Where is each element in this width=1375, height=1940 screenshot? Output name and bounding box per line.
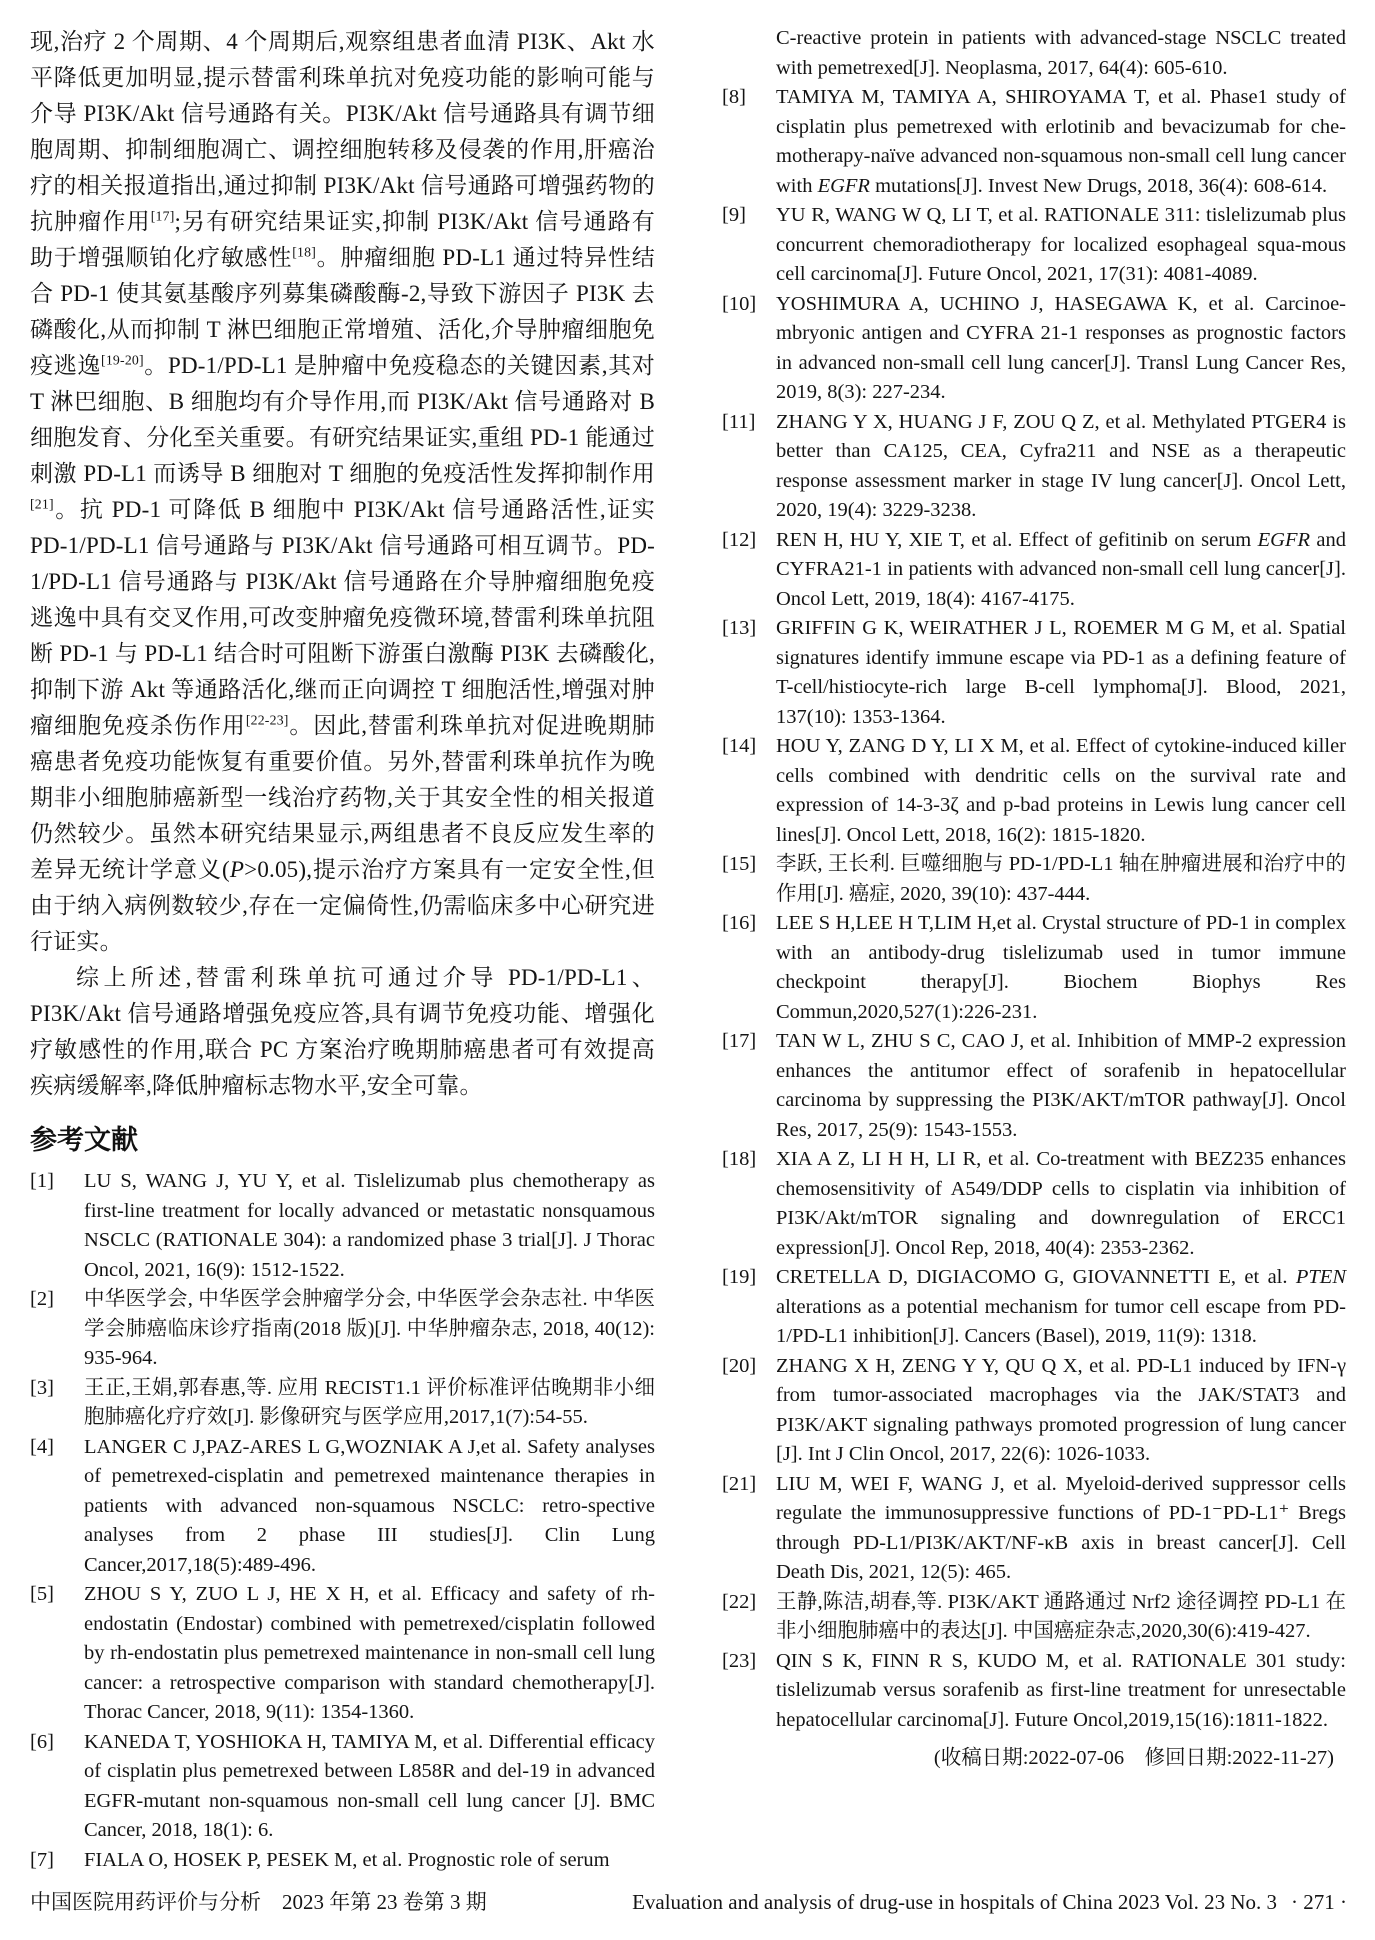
reference-item [30,1374,655,1433]
journal-title-english: Evaluation and analysis of drug-use in hospitals of China 2023 Vol. 23 No. 3 [632,1890,1277,1914]
reference-item [30,1167,655,1285]
reference-number [722,24,776,83]
reference-number: [17] [722,1030,757,1052]
reference-text: TAN W L, ZHU S C, CAO J, et al. Inhibition of MMP-2 expression enhances the antitumor effect of sorafenib in hepatocellular carcinoma by suppressing the PI3K/AKT/mTOR pathway[J]. Oncol Res, 2017, 25(9): 1543-1553. [776,1030,1346,1141]
reference-text: CRETELLA D, DIGIACOMO G, GIOVANNETTI E, et al. PTEN alterations as a potential mechanism for tumor cell escape from PD-1/PD-L1 inhibition[J]. Cancers (Basel), 2019, 11(9): 1318. [776,1266,1346,1347]
reference-item [722,1145,1346,1263]
reference-number: [6] [30,1730,54,1753]
reference-item [722,850,1346,909]
references-list-right [722,24,1346,1735]
reference-number: [18] [722,1148,757,1170]
reference-number: [5] [30,1583,54,1605]
reference-number: [20] [722,1354,757,1377]
reference-text: LANGER C J,PAZ-ARES L G,WOZNIAK A J,et al. Safety analyses of pemetrexed-cisplatin and pemetrexed maintenance therapies in patients with advanced non-squamous NSCLC: retro-spective analyses from 2 phase III studies[J]. Clin Lung Cancer,2017,18(5):489-496. [84,1435,655,1576]
reference-item [30,1846,655,1876]
reference-item [722,614,1346,732]
reference-text: ZHOU S Y, ZUO L J, HE X H, et al. Efficacy and safety of rh-endostatin (Endostar) combined with pemetrexed/cisplatin followed by rh-endostatin plus pemetrexed maintenance in non-small cell lung cancer: a retrospective comparison with standard chemotherapy[J]. Thorac Cancer, 2018, 9(11): 1354-1360. [84,1583,655,1723]
reference-number: [3] [30,1376,54,1399]
reference-number: [11] [722,410,756,433]
reference-number: [10] [722,292,757,315]
reference-item [722,1027,1346,1145]
citation-marker: [21] [30,496,54,512]
reference-number: [14] [722,735,757,757]
italic-text: EGFR [1257,528,1310,551]
reference-item [722,24,1346,83]
reference-item [722,201,1346,290]
reference-number: [19] [722,1266,757,1288]
right-column [722,24,1346,1773]
reference-item [722,290,1346,408]
reference-number: [13] [722,617,757,639]
reference-number: [1] [30,1170,54,1192]
reference-text: QIN S K, FINN R S, KUDO M, et al. RATIONALE 301 study: tislelizumab versus sorafenib as first-line treatment for unresectable hepatocellular carcinoma[J]. Future Oncol,2019,15(16):1811-1822. [776,1649,1346,1731]
citation-marker: [19-20] [101,352,144,368]
reference-text: LU S, WANG J, YU Y, et al. Tislelizumab plus chemotherapy as first-line treatment for locally advanced or metastatic nonsquamous NSCLC (RATIONALE 304): a randomized phase 3 trial[J]. J Thorac Oncol, 2021, 16(9): 1512-1522. [84,1170,655,1281]
reference-item [722,408,1346,526]
reference-number: [22] [722,1590,757,1613]
reference-text: YOSHIMURA A, UCHINO J, HASEGAWA K, et al. Carcinoe-mbryonic antigen and CYFRA 21-1 responses as prognostic factors in advanced non-small cell lung cancer[J]. Transl Lung Cancer Res, 2019, 8(3): 227-234. [776,292,1346,403]
references-heading: 参考文献 [30,1125,138,1155]
discussion-text [30,24,655,1104]
reference-text: 王正,王娟,郭春惠,等. 应用 RECIST1.1 评价标准评估晚期非小细胞肺癌化疗疗效[J]. 影像研究与医学应用,2017,1(7):54-55. [84,1376,655,1428]
reference-item [30,1433,655,1581]
citation-marker: [17] [150,208,175,224]
reference-text: LIU M, WEI F, WANG J, et al. Myeloid-derived suppressor cells regulate the immunosuppressive functions of PD-1⁻PD-L1⁺ Bregs through PD-L1/PI3K/AKT/NF-κB axis in breast cancer[J]. Cell Death Dis, 2021, 12(5): 465. [776,1472,1346,1583]
reference-number: [4] [30,1435,54,1458]
reference-item [722,83,1346,201]
reference-text: FIALA O, HOSEK P, PESEK M, et al. Prognostic role of serum [84,1848,610,1871]
reference-text: KANEDA T, YOSHIOKA H, TAMIYA M, et al. Differential efficacy of cisplatin plus pemetrexed between L858R and del-19 in advanced EGFR-mutant non-squamous non-small cell lung cancer [J]. BMC Cancer, 2018, 18(1): 6. [84,1730,655,1841]
left-column [30,24,655,1875]
reference-text: LEE S H,LEE H T,LIM H,et al. Crystal structure of PD-1 in complex with an antibody-drug tislelizumab used in tumor immune checkpoint therapy[J]. Biochem Biophys Res Commun,2020,527(1):226-231. [776,912,1346,1023]
reference-item [30,1285,655,1374]
italic-text: EGFR [817,174,870,197]
reference-number: [8] [722,86,746,108]
reference-text: HOU Y, ZANG D Y, LI X M, et al. Effect of cytokine-induced killer cells combined with dendritic cells on the survival rate and expression of 14-3-3ζ and p-bad proteins in Lewis lung cancer cell lines[J]. Oncol Lett, 2018, 16(2): 1815-1820. [776,735,1346,846]
reference-number: [15] [722,853,757,875]
reference-item [722,732,1346,850]
references-list-left [30,1167,655,1875]
reference-text: ZHANG Y X, HUANG J F, ZOU Q Z, et al. Methylated PTGER4 is better than CA125, CEA, Cyfra211 and NSE as a therapeutic response assessment marker in stage IV lung cancer[J]. Oncol Lett, 2020, 19(4): 3229-3238. [776,410,1346,521]
italic-text: PTEN [1295,1266,1346,1288]
reference-number: [23] [722,1649,757,1672]
citation-marker: [22-23] [245,712,289,728]
reference-item [722,1470,1346,1588]
reference-text: TAMIYA M, TAMIYA A, SHIROYAMA T, et al. Phase1 study of cisplatin plus pemetrexed with erlotinib and bevacizumab for che-motherapy-naïve advanced non-squamous non-small cell lung cancer with EGFR mutations[J]. Invest New Drugs, 2018, 36(4): 608-614. [776,86,1346,197]
reference-number: [7] [30,1848,54,1871]
reference-number: [2] [30,1288,54,1310]
body-paragraph: 现,治疗 2 个周期、4 个周期后,观察组患者血清 PI3K、Akt 水平降低更加明显,提示替雷利珠单抗对免疫功能的影响可能与介导 PI3K/Akt 信号通路有关。PI3K/Akt 信号通路具有调节细胞周期、抑制细胞凋亡、调控细胞转移及侵袭的作用,肝癌治疗的相关报道指出,通过抑制 PI3K/Akt 信号通路可增强药物的抗肿瘤作用[17];另有研究结果证实,抑制 PI3K/Akt 信号通路有助于增强顺铂化疗敏感性[18]。肿瘤细胞 PD-L1 通过特异性结合 PD-1 使其氨基酸序列募集磷酸酶-2,导致下游因子 PI3K 去磷酸化,从而抑制 T 淋巴细胞正常增殖、活化,介导肿瘤细胞免疫逃逸[19-20]。PD-1/PD-L1 是肿瘤中免疫稳态的关键因素,其对 T 淋巴细胞、B 细胞均有介导作用,而 PI3K/Akt 信号通路对 B 细胞发育、分化至关重要。有研究结果证实,重组 PD-1 能通过刺激 PD-L1 而诱导 B 细胞对 T 细胞的免疫活性发挥抑制作用[21]。抗 PD-1 可降低 B 细胞中 PI3K/Akt 信号通路活性,证实 PD-1/PD-L1 信号通路与 PI3K/Akt 信号通路可相互调节。PD-1/PD-L1 信号通路与 PI3K/Akt 信号通路在介导肿瘤细胞免疫逃逸中具有交叉作用,可改变肿瘤免疫微环境,替雷利珠单抗阻断 PD-1 与 PD-L1 结合时可阻断下游蛋白激酶 PI3K 去磷酸化,抑制下游 Akt 等通路活化,继而正向调控 T 细胞活性,增强对肿瘤细胞免疫杀伤作用[22-23]。因此,替雷利珠单抗对促进晚期肺癌患者免疫功能恢复有重要价值。另外,替雷利珠单抗作为晚期非小细胞肺癌新型一线治疗药物,关于其安全性的相关报道仍然较少。虽然本研究结果显示,两组患者不良反应发生率的差异无统计学意义(P>0.05),提示治疗方案具有一定安全性,但由于纳入病例数较少,存在一定偏倚性,仍需临床多中心研究进行证实。 [30,29,656,954]
reference-item [722,1588,1346,1647]
body-paragraph: 综上所述,替雷利珠单抗可通过介导 PD-1/PD-L1、PI3K/Akt 信号通路增强免疫应答,具有调节免疫功能、增强化疗敏感性的作用,联合 PC 方案治疗晚期肺癌患者可有效提高疾病缓解率,降低肿瘤标志物水平,安全可靠。 [30,965,655,1098]
reference-item [722,526,1346,615]
reference-number: [16] [722,912,757,934]
reference-item [722,909,1346,1027]
reference-text: XIA A Z, LI H H, LI R, et al. Co-treatment with BEZ235 enhances chemosensitivity of A549/DDP cells to cisplatin via inhibition of PI3K/Akt/mTOR signaling and downregulation of ERCC1 expression[J]. Oncol Rep, 2018, 40(4): 2353-2362. [776,1148,1346,1259]
reference-item [722,1352,1346,1470]
reference-text: 李跃, 王长利. 巨噬细胞与 PD-1/PD-L1 轴在肿瘤进展和治疗中的作用[J]. 癌症, 2020, 39(10): 437-444. [776,853,1346,905]
reference-number: [12] [722,528,757,551]
reference-number: [21] [722,1472,757,1495]
journal-title-english-block [632,1890,1347,1915]
reference-item [722,1647,1346,1736]
page-footer [30,1886,1347,1916]
reference-text: 中华医学会, 中华医学会肿瘤学分会, 中华医学会杂志社. 中华医学会肺癌临床诊疗指南(2018 版)[J]. 中华肿瘤杂志, 2018, 40(12): 935-964. [84,1288,655,1369]
reference-number: [9] [722,204,746,226]
reference-item [30,1728,655,1846]
reference-item [722,1263,1346,1352]
reference-item [30,1580,655,1728]
reference-text: C-reactive protein in patients with advanced-stage NSCLC treated with pemetrexed[J]. Neoplasma, 2017, 64(4): 605-610. [776,27,1346,79]
reference-text: YU R, WANG W Q, LI T, et al. RATIONALE 311: tislelizumab plus concurrent chemoradiotherapy for localized esophageal squa-mous cell carcinoma[J]. Future Oncol, 2021, 17(31): 4081-4089. [776,204,1346,285]
reference-text: GRIFFIN G K, WEIRATHER J L, ROEMER M G M, et al. Spatial signatures identify immune escape via PD-1 as a defining feature of T-cell/histiocyte-rich large B-cell lymphoma[J]. Blood, 2021, 137(10): 1353-1364. [776,617,1346,728]
page-number: · 271 · [1291,1890,1347,1914]
received-revised-dates: (收稿日期:2022-07-06 修回日期:2022-11-27) [933,1747,1334,1769]
reference-text: ZHANG X H, ZENG Y Y, QU Q X, et al. PD-L1 induced by IFN-γ from tumor-associated macrophages via the JAK/STAT3 and PI3K/AKT signaling pathways promoted progression of lung cancer [J]. Int J Clin Oncol, 2017, 22(6): 1026-1033. [776,1354,1346,1465]
citation-marker: [18] [292,244,317,260]
reference-text: REN H, HU Y, XIE T, et al. Effect of gefitinib on serum EGFR and CYFRA21-1 in patients with advanced non-small cell lung cancer[J]. Oncol Lett, 2019, 18(4): 4167-4175. [776,528,1346,610]
reference-text: 王静,陈洁,胡春,等. PI3K/AKT 通路通过 Nrf2 途径调控 PD-L1 在非小细胞肺癌中的表达[J]. 中国癌症杂志,2020,30(6):419-427. [776,1590,1346,1642]
italic-text: P [229,857,245,882]
journal-title-chinese: 中国医院用药评价与分析 2023 年第 23 卷第 3 期 [30,1890,487,1914]
